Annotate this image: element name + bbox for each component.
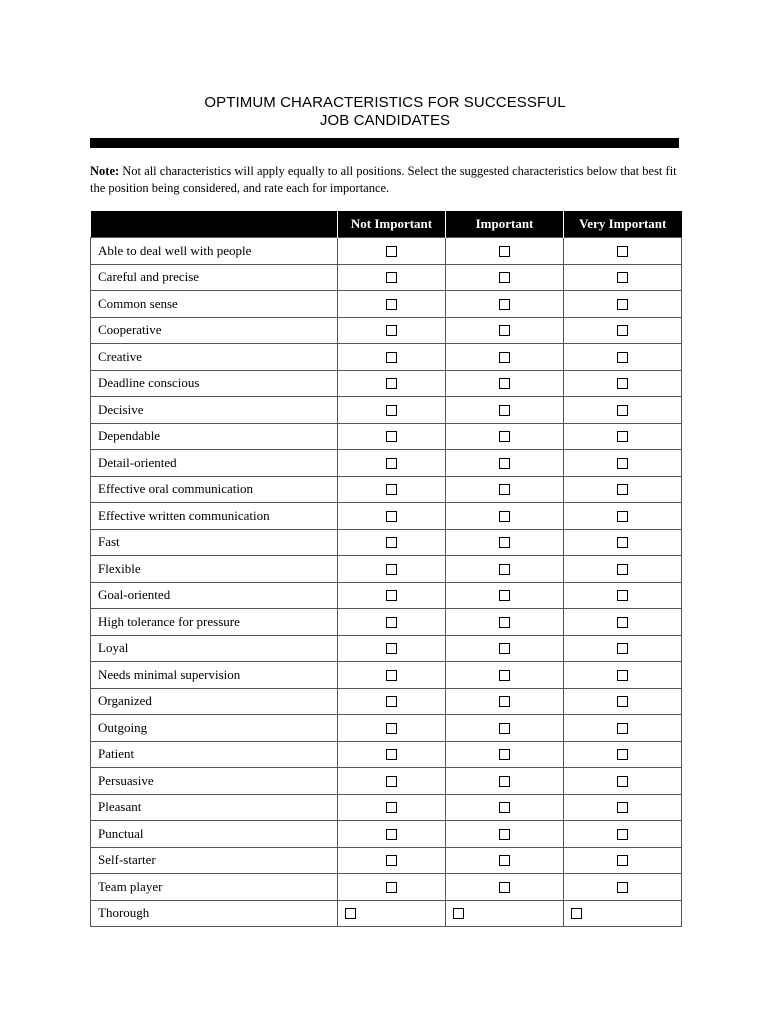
checkbox-important[interactable] bbox=[499, 511, 510, 522]
cell-not-important bbox=[338, 768, 446, 795]
checkbox-important[interactable] bbox=[499, 272, 510, 283]
cell-not-important bbox=[338, 874, 446, 901]
title-line-1: OPTIMUM CHARACTERISTICS FOR SUCCESSFUL bbox=[204, 94, 566, 111]
table-row bbox=[91, 900, 682, 927]
checkbox-not-important[interactable] bbox=[386, 325, 397, 336]
cell-not-important bbox=[338, 291, 446, 318]
checkbox-important[interactable] bbox=[453, 908, 464, 919]
note-text: Not all characteristics will apply equally to all positions. Select the suggested characteristics below that best fit the position being considered, and rate each for importance. bbox=[90, 164, 677, 195]
cell-very-important bbox=[564, 370, 682, 397]
characteristic-label: Creative bbox=[91, 344, 338, 371]
checkbox-important[interactable] bbox=[499, 431, 510, 442]
checkbox-very-important[interactable] bbox=[617, 272, 628, 283]
cell-not-important bbox=[338, 556, 446, 583]
cell-important bbox=[446, 874, 564, 901]
characteristic-label: Common sense bbox=[91, 291, 338, 318]
cell-important bbox=[446, 238, 564, 265]
checkbox-very-important[interactable] bbox=[617, 299, 628, 310]
cell-important bbox=[446, 397, 564, 424]
cell-important bbox=[446, 370, 564, 397]
table-row bbox=[91, 741, 682, 768]
checkbox-important[interactable] bbox=[499, 776, 510, 787]
checkbox-not-important[interactable] bbox=[386, 378, 397, 389]
cell-important bbox=[446, 741, 564, 768]
checkbox-very-important[interactable] bbox=[617, 617, 628, 628]
cell-not-important bbox=[338, 609, 446, 636]
cell-very-important bbox=[564, 476, 682, 503]
checkbox-very-important[interactable] bbox=[617, 590, 628, 601]
header-characteristic bbox=[91, 211, 338, 238]
cell-very-important bbox=[564, 847, 682, 874]
header-not-important: Not Important bbox=[338, 211, 446, 238]
table-row bbox=[91, 529, 682, 556]
checkbox-important[interactable] bbox=[499, 590, 510, 601]
cell-not-important bbox=[338, 847, 446, 874]
table-row bbox=[91, 450, 682, 477]
checkbox-very-important[interactable] bbox=[617, 723, 628, 734]
cell-not-important bbox=[338, 476, 446, 503]
table-row bbox=[91, 609, 682, 636]
cell-important bbox=[446, 847, 564, 874]
characteristic-label: Effective written communication bbox=[91, 503, 338, 530]
checkbox-not-important[interactable] bbox=[386, 776, 397, 787]
table-row bbox=[91, 635, 682, 662]
cell-not-important bbox=[338, 688, 446, 715]
checkbox-important[interactable] bbox=[499, 325, 510, 336]
cell-not-important bbox=[338, 450, 446, 477]
title-divider bbox=[90, 138, 679, 148]
table-row bbox=[91, 344, 682, 371]
checkbox-not-important[interactable] bbox=[386, 352, 397, 363]
checkbox-not-important[interactable] bbox=[386, 537, 397, 548]
cell-not-important bbox=[338, 529, 446, 556]
characteristic-label: Goal-oriented bbox=[91, 582, 338, 609]
table-row bbox=[91, 688, 682, 715]
characteristic-label: Fast bbox=[91, 529, 338, 556]
cell-very-important bbox=[564, 715, 682, 742]
cell-very-important bbox=[564, 450, 682, 477]
cell-very-important bbox=[564, 238, 682, 265]
cell-important bbox=[446, 768, 564, 795]
checkbox-important[interactable] bbox=[499, 723, 510, 734]
cell-very-important bbox=[564, 582, 682, 609]
note-label: Note: bbox=[90, 164, 120, 178]
cell-very-important bbox=[564, 662, 682, 689]
checkbox-very-important[interactable] bbox=[617, 537, 628, 548]
checkbox-not-important[interactable] bbox=[386, 749, 397, 760]
cell-important bbox=[446, 582, 564, 609]
checkbox-very-important[interactable] bbox=[617, 405, 628, 416]
characteristic-label: Punctual bbox=[91, 821, 338, 848]
checkbox-very-important[interactable] bbox=[617, 749, 628, 760]
table-row bbox=[91, 423, 682, 450]
checkbox-very-important[interactable] bbox=[617, 670, 628, 681]
checkbox-not-important[interactable] bbox=[386, 802, 397, 813]
checkbox-not-important[interactable] bbox=[386, 484, 397, 495]
checkbox-not-important[interactable] bbox=[386, 590, 397, 601]
cell-very-important bbox=[564, 423, 682, 450]
checkbox-important[interactable] bbox=[499, 405, 510, 416]
checkbox-important[interactable] bbox=[499, 246, 510, 257]
table-header-row bbox=[91, 211, 682, 238]
cell-important bbox=[446, 317, 564, 344]
table-row bbox=[91, 397, 682, 424]
characteristic-label: Flexible bbox=[91, 556, 338, 583]
checkbox-very-important[interactable] bbox=[617, 378, 628, 389]
checkbox-important[interactable] bbox=[499, 537, 510, 548]
cell-very-important bbox=[564, 635, 682, 662]
checkbox-important[interactable] bbox=[499, 564, 510, 575]
checkbox-very-important[interactable] bbox=[617, 882, 628, 893]
cell-not-important bbox=[338, 794, 446, 821]
checkbox-very-important[interactable] bbox=[617, 484, 628, 495]
table-row bbox=[91, 238, 682, 265]
cell-not-important bbox=[338, 821, 446, 848]
checkbox-very-important[interactable] bbox=[617, 325, 628, 336]
characteristic-label: Dependable bbox=[91, 423, 338, 450]
checkbox-not-important[interactable] bbox=[386, 882, 397, 893]
cell-important bbox=[446, 344, 564, 371]
characteristic-label: Deadline conscious bbox=[91, 370, 338, 397]
cell-important bbox=[446, 423, 564, 450]
cell-important bbox=[446, 715, 564, 742]
checkbox-important[interactable] bbox=[499, 352, 510, 363]
cell-important bbox=[446, 503, 564, 530]
cell-important bbox=[446, 688, 564, 715]
cell-not-important bbox=[338, 344, 446, 371]
table-row bbox=[91, 556, 682, 583]
characteristic-label: Thorough bbox=[91, 900, 338, 927]
checkbox-not-important[interactable] bbox=[386, 617, 397, 628]
header-important: Important bbox=[446, 211, 564, 238]
checkbox-not-important[interactable] bbox=[386, 855, 397, 866]
checkbox-not-important[interactable] bbox=[386, 564, 397, 575]
characteristics-table bbox=[90, 211, 682, 927]
checkbox-very-important[interactable] bbox=[617, 855, 628, 866]
cell-important bbox=[446, 291, 564, 318]
cell-very-important bbox=[564, 317, 682, 344]
table-row bbox=[91, 662, 682, 689]
cell-important bbox=[446, 821, 564, 848]
checkbox-not-important[interactable] bbox=[386, 246, 397, 257]
title-line-2: JOB CANDIDATES bbox=[319, 112, 451, 129]
cell-very-important bbox=[564, 688, 682, 715]
characteristic-label: Persuasive bbox=[91, 768, 338, 795]
checkbox-not-important[interactable] bbox=[345, 908, 356, 919]
cell-not-important bbox=[338, 317, 446, 344]
cell-very-important bbox=[564, 741, 682, 768]
characteristic-label: Decisive bbox=[91, 397, 338, 424]
table-row bbox=[91, 476, 682, 503]
header-very-important: Very Important bbox=[564, 211, 682, 238]
checkbox-not-important[interactable] bbox=[386, 431, 397, 442]
checkbox-important[interactable] bbox=[499, 696, 510, 707]
checkbox-not-important[interactable] bbox=[386, 723, 397, 734]
cell-important bbox=[446, 264, 564, 291]
table-row bbox=[91, 370, 682, 397]
checkbox-not-important[interactable] bbox=[386, 405, 397, 416]
checkbox-important[interactable] bbox=[499, 670, 510, 681]
table-row bbox=[91, 821, 682, 848]
cell-very-important bbox=[564, 397, 682, 424]
checkbox-important[interactable] bbox=[499, 643, 510, 654]
checkbox-important[interactable] bbox=[499, 378, 510, 389]
checkbox-very-important[interactable] bbox=[617, 431, 628, 442]
cell-very-important bbox=[564, 264, 682, 291]
cell-very-important bbox=[564, 609, 682, 636]
checkbox-not-important[interactable] bbox=[386, 299, 397, 310]
checkbox-very-important[interactable] bbox=[617, 776, 628, 787]
cell-not-important bbox=[338, 900, 446, 927]
characteristic-label: Able to deal well with people bbox=[91, 238, 338, 265]
table-row bbox=[91, 317, 682, 344]
document-title bbox=[0, 94, 770, 130]
table-row bbox=[91, 874, 682, 901]
cell-very-important bbox=[564, 768, 682, 795]
checkbox-very-important[interactable] bbox=[571, 908, 582, 919]
characteristic-label: High tolerance for pressure bbox=[91, 609, 338, 636]
cell-very-important bbox=[564, 794, 682, 821]
cell-important bbox=[446, 476, 564, 503]
checkbox-important[interactable] bbox=[499, 855, 510, 866]
cell-not-important bbox=[338, 662, 446, 689]
characteristic-label: Needs minimal supervision bbox=[91, 662, 338, 689]
cell-not-important bbox=[338, 423, 446, 450]
checkbox-very-important[interactable] bbox=[617, 352, 628, 363]
checkbox-important[interactable] bbox=[499, 802, 510, 813]
checkbox-not-important[interactable] bbox=[386, 272, 397, 283]
checkbox-very-important[interactable] bbox=[617, 564, 628, 575]
checkbox-important[interactable] bbox=[499, 617, 510, 628]
cell-very-important bbox=[564, 503, 682, 530]
cell-very-important bbox=[564, 900, 682, 927]
cell-important bbox=[446, 556, 564, 583]
cell-not-important bbox=[338, 741, 446, 768]
characteristic-label: Cooperative bbox=[91, 317, 338, 344]
cell-not-important bbox=[338, 715, 446, 742]
table-row bbox=[91, 503, 682, 530]
cell-not-important bbox=[338, 397, 446, 424]
table-row bbox=[91, 794, 682, 821]
cell-not-important bbox=[338, 370, 446, 397]
checkbox-important[interactable] bbox=[499, 749, 510, 760]
characteristic-label: Team player bbox=[91, 874, 338, 901]
cell-very-important bbox=[564, 556, 682, 583]
characteristic-label: Careful and precise bbox=[91, 264, 338, 291]
characteristic-label: Loyal bbox=[91, 635, 338, 662]
checkbox-very-important[interactable] bbox=[617, 802, 628, 813]
checkbox-not-important[interactable] bbox=[386, 696, 397, 707]
cell-important bbox=[446, 529, 564, 556]
checkbox-not-important[interactable] bbox=[386, 643, 397, 654]
cell-not-important bbox=[338, 582, 446, 609]
cell-very-important bbox=[564, 291, 682, 318]
cell-very-important bbox=[564, 874, 682, 901]
cell-important bbox=[446, 635, 564, 662]
checkbox-very-important[interactable] bbox=[617, 643, 628, 654]
characteristic-label: Patient bbox=[91, 741, 338, 768]
characteristic-label: Pleasant bbox=[91, 794, 338, 821]
cell-important bbox=[446, 450, 564, 477]
cell-very-important bbox=[564, 344, 682, 371]
checkbox-important[interactable] bbox=[499, 458, 510, 469]
checkbox-very-important[interactable] bbox=[617, 458, 628, 469]
checkbox-very-important[interactable] bbox=[617, 696, 628, 707]
characteristic-label: Detail-oriented bbox=[91, 450, 338, 477]
checkbox-important[interactable] bbox=[499, 829, 510, 840]
checkbox-not-important[interactable] bbox=[386, 511, 397, 522]
characteristic-label: Organized bbox=[91, 688, 338, 715]
cell-very-important bbox=[564, 529, 682, 556]
cell-not-important bbox=[338, 635, 446, 662]
cell-important bbox=[446, 794, 564, 821]
table-row bbox=[91, 847, 682, 874]
cell-important bbox=[446, 662, 564, 689]
cell-not-important bbox=[338, 264, 446, 291]
note-paragraph bbox=[90, 163, 682, 197]
table-row bbox=[91, 264, 682, 291]
table-row bbox=[91, 715, 682, 742]
checkbox-very-important[interactable] bbox=[617, 829, 628, 840]
cell-important bbox=[446, 900, 564, 927]
checkbox-important[interactable] bbox=[499, 484, 510, 495]
cell-important bbox=[446, 609, 564, 636]
characteristic-label: Effective oral communication bbox=[91, 476, 338, 503]
checkbox-very-important[interactable] bbox=[617, 511, 628, 522]
checkbox-very-important[interactable] bbox=[617, 246, 628, 257]
checkbox-not-important[interactable] bbox=[386, 458, 397, 469]
characteristic-label: Outgoing bbox=[91, 715, 338, 742]
table-row bbox=[91, 768, 682, 795]
checkbox-not-important[interactable] bbox=[386, 829, 397, 840]
table-row bbox=[91, 291, 682, 318]
checkbox-important[interactable] bbox=[499, 299, 510, 310]
checkbox-important[interactable] bbox=[499, 882, 510, 893]
characteristic-label: Self-starter bbox=[91, 847, 338, 874]
checkbox-not-important[interactable] bbox=[386, 670, 397, 681]
table-row bbox=[91, 582, 682, 609]
cell-not-important bbox=[338, 238, 446, 265]
cell-very-important bbox=[564, 821, 682, 848]
cell-not-important bbox=[338, 503, 446, 530]
